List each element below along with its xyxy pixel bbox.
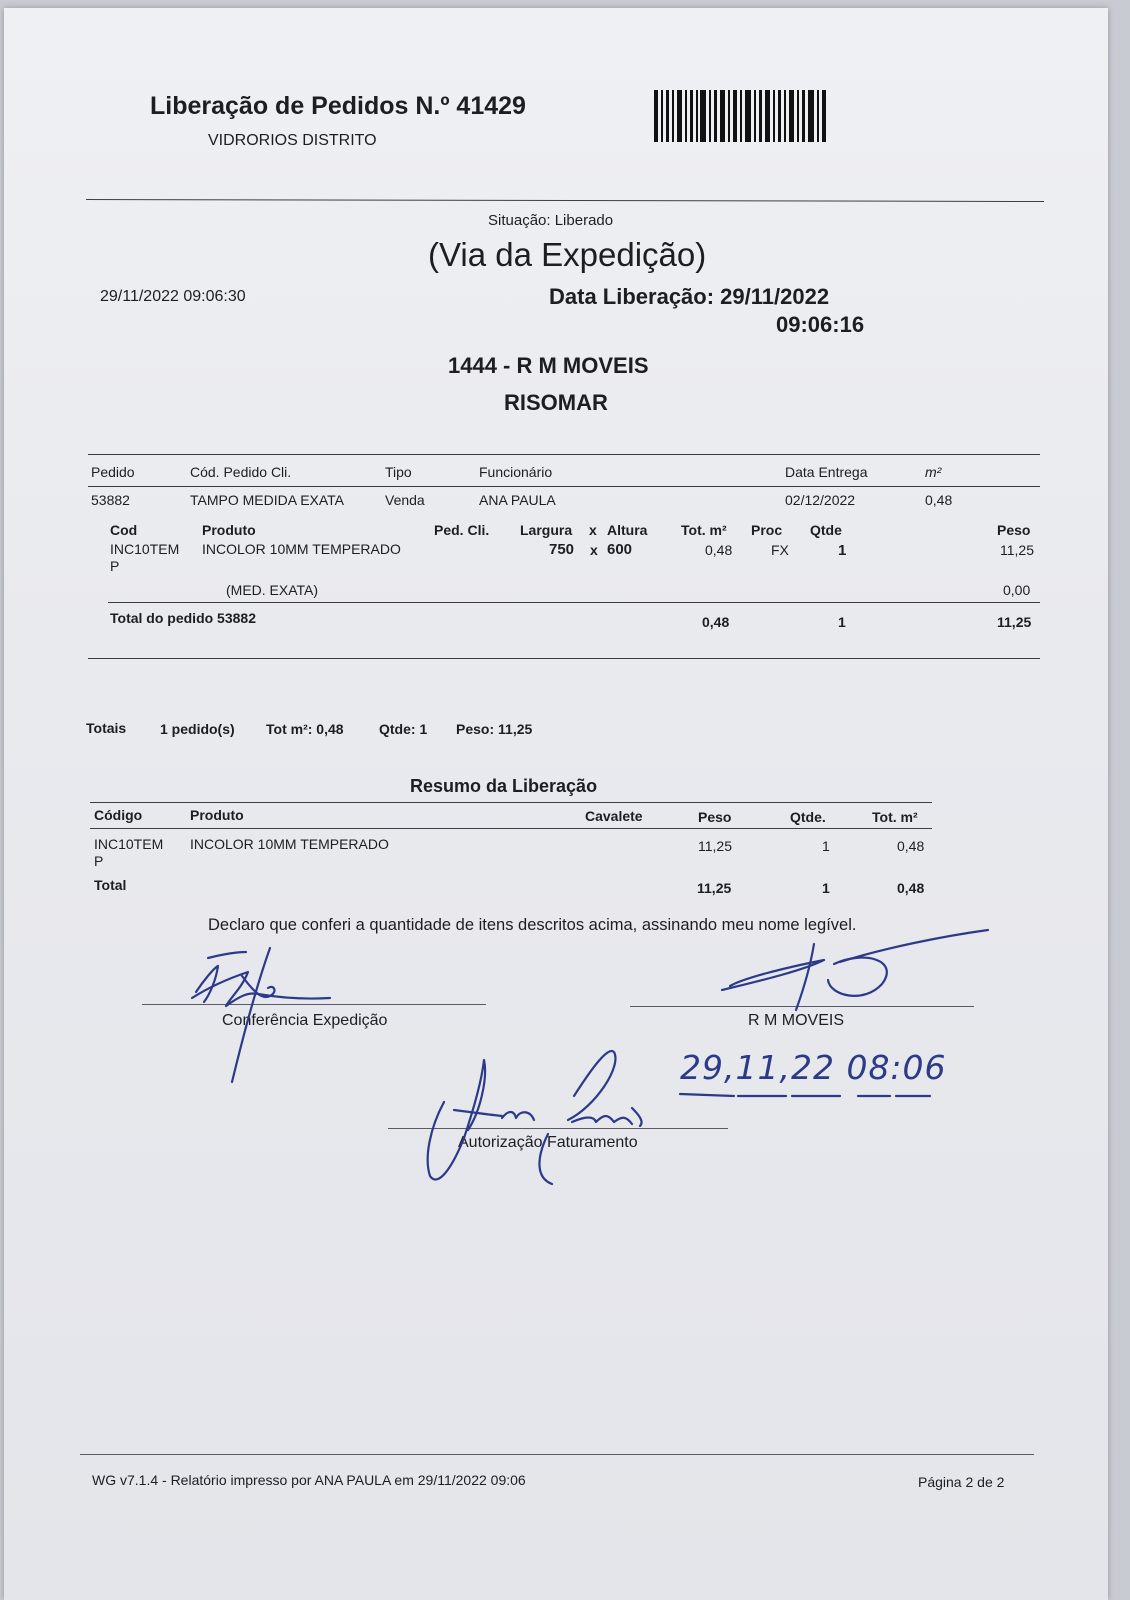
signature-label-conferencia: Conferência Expedição	[222, 1012, 388, 1029]
item-col-produto: Produto	[202, 522, 256, 538]
col-cod-pedido-cli: Cód. Pedido Cli.	[190, 464, 292, 480]
summary-total-peso: 11,25	[697, 880, 732, 896]
item-peso: 11,25	[1000, 542, 1034, 558]
item-cod: INC10TEM	[110, 541, 180, 557]
order-table-top-line	[88, 454, 1040, 455]
totals-label: Totais	[86, 720, 127, 736]
order-total-qtde: 1	[838, 614, 846, 630]
item-proc: FX	[771, 542, 789, 558]
item-cod-cont: P	[110, 558, 120, 574]
summary-qtde: 1	[822, 838, 830, 854]
handwritten-date-underlines-icon	[680, 1084, 960, 1104]
release-date: Data Liberação: 29/11/2022	[549, 284, 830, 309]
totals-qtde: Qtde: 1	[379, 721, 428, 737]
summary-col-qtde: Qtde.	[790, 809, 826, 825]
col-funcionario: Funcionário	[479, 464, 553, 480]
summary-col-produto: Produto	[190, 807, 244, 823]
totals-peso: Peso: 11,25	[456, 721, 533, 737]
order-data-entrega: 02/12/2022	[785, 492, 856, 508]
company-name: VIDRORIOS DISTRITO	[208, 132, 377, 149]
sub-item-peso: 0,00	[1003, 582, 1031, 598]
document-title: Liberação de Pedidos N.º 41429	[150, 92, 526, 120]
via-title: (Via da Expedição)	[428, 236, 707, 273]
col-m2: m²	[925, 464, 942, 480]
declaration-text: Declaro que conferi a quantidade de itens descritos acima, assinando meu nome legível.	[208, 916, 857, 934]
item-col-peso: Peso	[997, 522, 1031, 538]
summary-codigo: INC10TEM	[94, 836, 164, 852]
totals-pedidos: 1 pedido(s)	[160, 721, 235, 737]
order-total-peso: 11,25	[997, 614, 1032, 630]
order-table-bottom-line	[88, 658, 1040, 659]
order-cod-cli: TAMPO MEDIDA EXATA	[190, 492, 345, 508]
summary-col-peso: Peso	[698, 809, 732, 825]
item-total-line	[108, 602, 1040, 603]
item-largura: 750	[549, 541, 575, 558]
item-col-ped-cli: Ped. Cli.	[434, 522, 490, 538]
summary-codigo-cont: P	[94, 853, 104, 869]
signature-auth-icon	[418, 1038, 658, 1208]
item-col-x: x	[589, 522, 597, 538]
signature-label-client: R M MOVEIS	[748, 1012, 845, 1029]
summary-top-line	[90, 802, 932, 803]
sub-item-produto: (MED. EXATA)	[226, 582, 319, 598]
item-col-largura: Largura	[520, 522, 573, 538]
summary-produto: INCOLOR 10MM TEMPERADO	[190, 836, 389, 852]
summary-col-tot-m2: Tot. m²	[872, 809, 918, 825]
item-produto: INCOLOR 10MM TEMPERADO	[202, 541, 401, 557]
status-label: Situação: Liberado	[488, 212, 614, 229]
print-datetime: 29/11/2022 09:06:30	[100, 288, 246, 305]
footer-line	[80, 1454, 1034, 1455]
header-divider	[86, 199, 1044, 202]
summary-tot-m2: 0,48	[897, 838, 925, 854]
summary-header-line	[90, 828, 932, 829]
item-x: x	[590, 542, 598, 558]
item-qtde: 1	[838, 542, 847, 559]
item-col-tot-m2: Tot. m²	[681, 522, 727, 538]
document-page	[4, 8, 1108, 1600]
col-data-entrega: Data Entrega	[785, 464, 868, 480]
totals-m2: Tot m²: 0,48	[266, 721, 344, 737]
summary-total-m2: 0,48	[897, 880, 925, 896]
client-contact: RISOMAR	[504, 390, 608, 415]
item-col-altura: Altura	[607, 522, 648, 538]
item-col-qtde: Qtde	[810, 522, 842, 538]
order-m2: 0,48	[925, 492, 953, 508]
summary-total-qtde: 1	[822, 880, 830, 896]
summary-col-codigo: Código	[94, 807, 143, 823]
signature-right-icon	[714, 924, 994, 1014]
footer-page-number: Página 2 de 2	[918, 1474, 1005, 1490]
signature-label-autorizacao: Autorização Faturamento	[458, 1134, 638, 1151]
signature-left-icon	[174, 936, 354, 1086]
order-funcionario: ANA PAULA	[479, 492, 556, 508]
summary-total-label: Total	[94, 877, 127, 893]
item-col-proc: Proc	[751, 522, 783, 538]
item-tot-m2: 0,48	[705, 542, 733, 558]
summary-peso: 11,25	[698, 838, 732, 854]
col-tipo: Tipo	[385, 464, 412, 480]
item-altura: 600	[607, 541, 633, 558]
order-total-label: Total do pedido 53882	[110, 610, 256, 626]
order-header-line	[88, 486, 1040, 487]
item-col-cod: Cod	[110, 522, 138, 538]
release-time: 09:06:16	[776, 312, 865, 337]
handwritten-date: 29,11,22 08:06	[680, 1048, 947, 1087]
barcode-icon	[654, 90, 826, 142]
summary-col-cavalete: Cavalete	[585, 808, 643, 824]
summary-title: Resumo da Liberação	[410, 776, 598, 796]
footer-left-text: WG v7.1.4 - Relatório impresso por ANA PAULA em 29/11/2022 09:06	[92, 1472, 526, 1488]
order-pedido: 53882	[91, 492, 130, 508]
order-total-m2: 0,48	[702, 614, 730, 630]
order-tipo: Venda	[385, 492, 425, 508]
client-name: 1444 - R M MOVEIS	[448, 353, 649, 378]
col-pedido: Pedido	[91, 464, 135, 480]
